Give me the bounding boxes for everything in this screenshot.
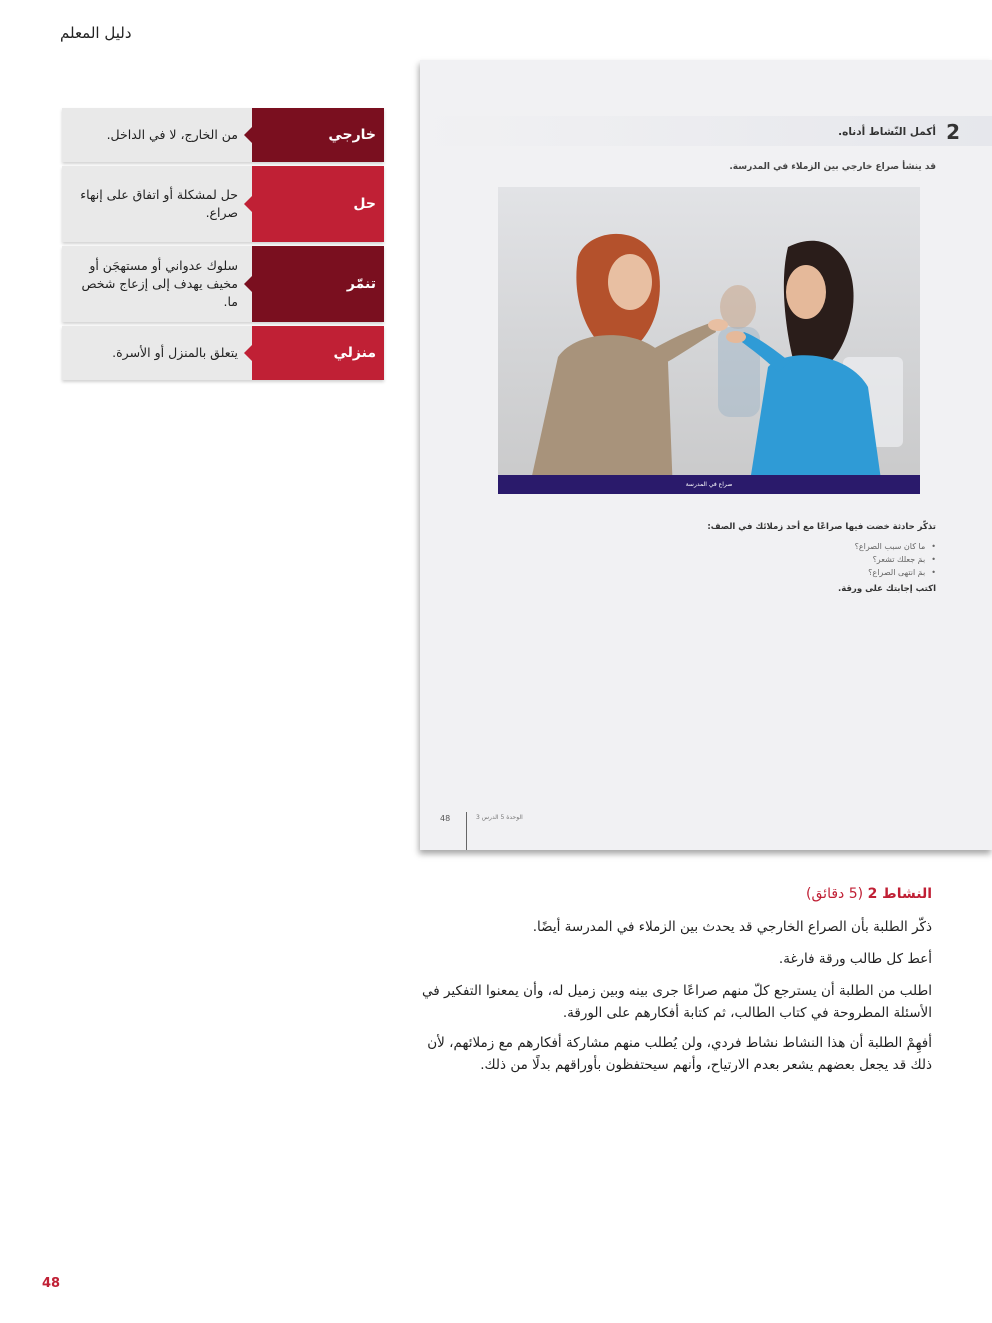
task-questions	[855, 540, 936, 579]
photo-caption: صراع في المدرسة	[498, 475, 920, 494]
glossary-term	[252, 108, 384, 162]
page-number: 48	[42, 1276, 61, 1291]
glossary-term-label: حل	[353, 196, 376, 212]
footer-divider	[466, 812, 467, 850]
activity-paragraph: أفهِمْ الطلبة أن هذا النشاط نشاط فردي، ولن يُطلب منهم مشاركة أفكارهم مع زملائهم، لأن ذلك قد يجعل بعضهم يشعر بعدم الارتياح، وأنهم سيحتفظون بأوراقهم بدلًا من ذلك.	[427, 1035, 932, 1073]
glossary-row	[62, 326, 384, 380]
write-instruction: اكتب إجابتك على ورقة.	[837, 584, 936, 594]
glossary-row	[62, 246, 384, 322]
glossary-term	[252, 246, 384, 322]
task-instruction: تذكّر حادثة خضت فيها صراعًا مع أحد زملائك في الصف:	[707, 522, 936, 532]
task-question: • بمَ جعلك تشعر؟	[855, 553, 936, 566]
activity-title-bold: النشاط 2	[867, 886, 932, 902]
activity-duration: (5 دقائق)	[806, 886, 868, 902]
activity-paragraph: ذكّر الطلبة بأن الصراع الخارجي قد يحدث بين الزملاء في المدرسة أيضًا.	[532, 919, 932, 935]
guide-title: دليل المعلم	[60, 24, 132, 42]
glossary	[62, 108, 384, 384]
glossary-term	[252, 166, 384, 242]
activity-number: 2	[946, 120, 960, 144]
task-question: • بمَ انتهى الصراع؟	[855, 566, 936, 579]
glossary-definition: حل لمشكلة أو اتفاق على إنهاء صراع.	[62, 166, 252, 242]
activity-title	[806, 886, 932, 902]
student-book-page	[420, 60, 992, 850]
glossary-row	[62, 166, 384, 242]
glossary-term-label: خارجي	[328, 127, 376, 143]
task-question: • ما كان سبب الصراع؟	[855, 540, 936, 553]
activity-heading: أكمل النّشاط أدناه.	[838, 126, 936, 138]
glossary-definition: من الخارج، لا في الداخل.	[62, 108, 252, 162]
glossary-term-label: تنمّر	[346, 276, 376, 292]
glossary-term	[252, 326, 384, 380]
glossary-definition: سلوك عدواني أو مستهجَن أو مخيف يهدف إلى إزعاج شخص ما.	[62, 246, 252, 322]
activity-paragraph: اطلب من الطلبة أن يسترجع كلّ منهم صراعًا جرى بينه وبين زميل له، وأن يمعنوا التفكير في الأسئلة المطروحة في كتاب الطالب، ثم كتابة أفكارهم على الورقة.	[421, 983, 932, 1021]
conflict-photo-illustration	[498, 187, 920, 494]
unit-lesson-breadcrumb: الوحدة 5 الدرس 3	[476, 814, 523, 821]
activity-paragraph: أعط كل طالب ورقة فارغة.	[778, 951, 932, 967]
student-page-number: 48	[440, 814, 451, 823]
glossary-row	[62, 108, 384, 162]
activity-intro: قد ينشأ صراع خارجي بين الزملاء في المدرسة.	[729, 162, 936, 172]
glossary-definition: يتعلق بالمنزل أو الأسرة.	[62, 326, 252, 380]
glossary-term-label: منزلي	[333, 345, 376, 361]
conflict-photo	[498, 187, 920, 494]
